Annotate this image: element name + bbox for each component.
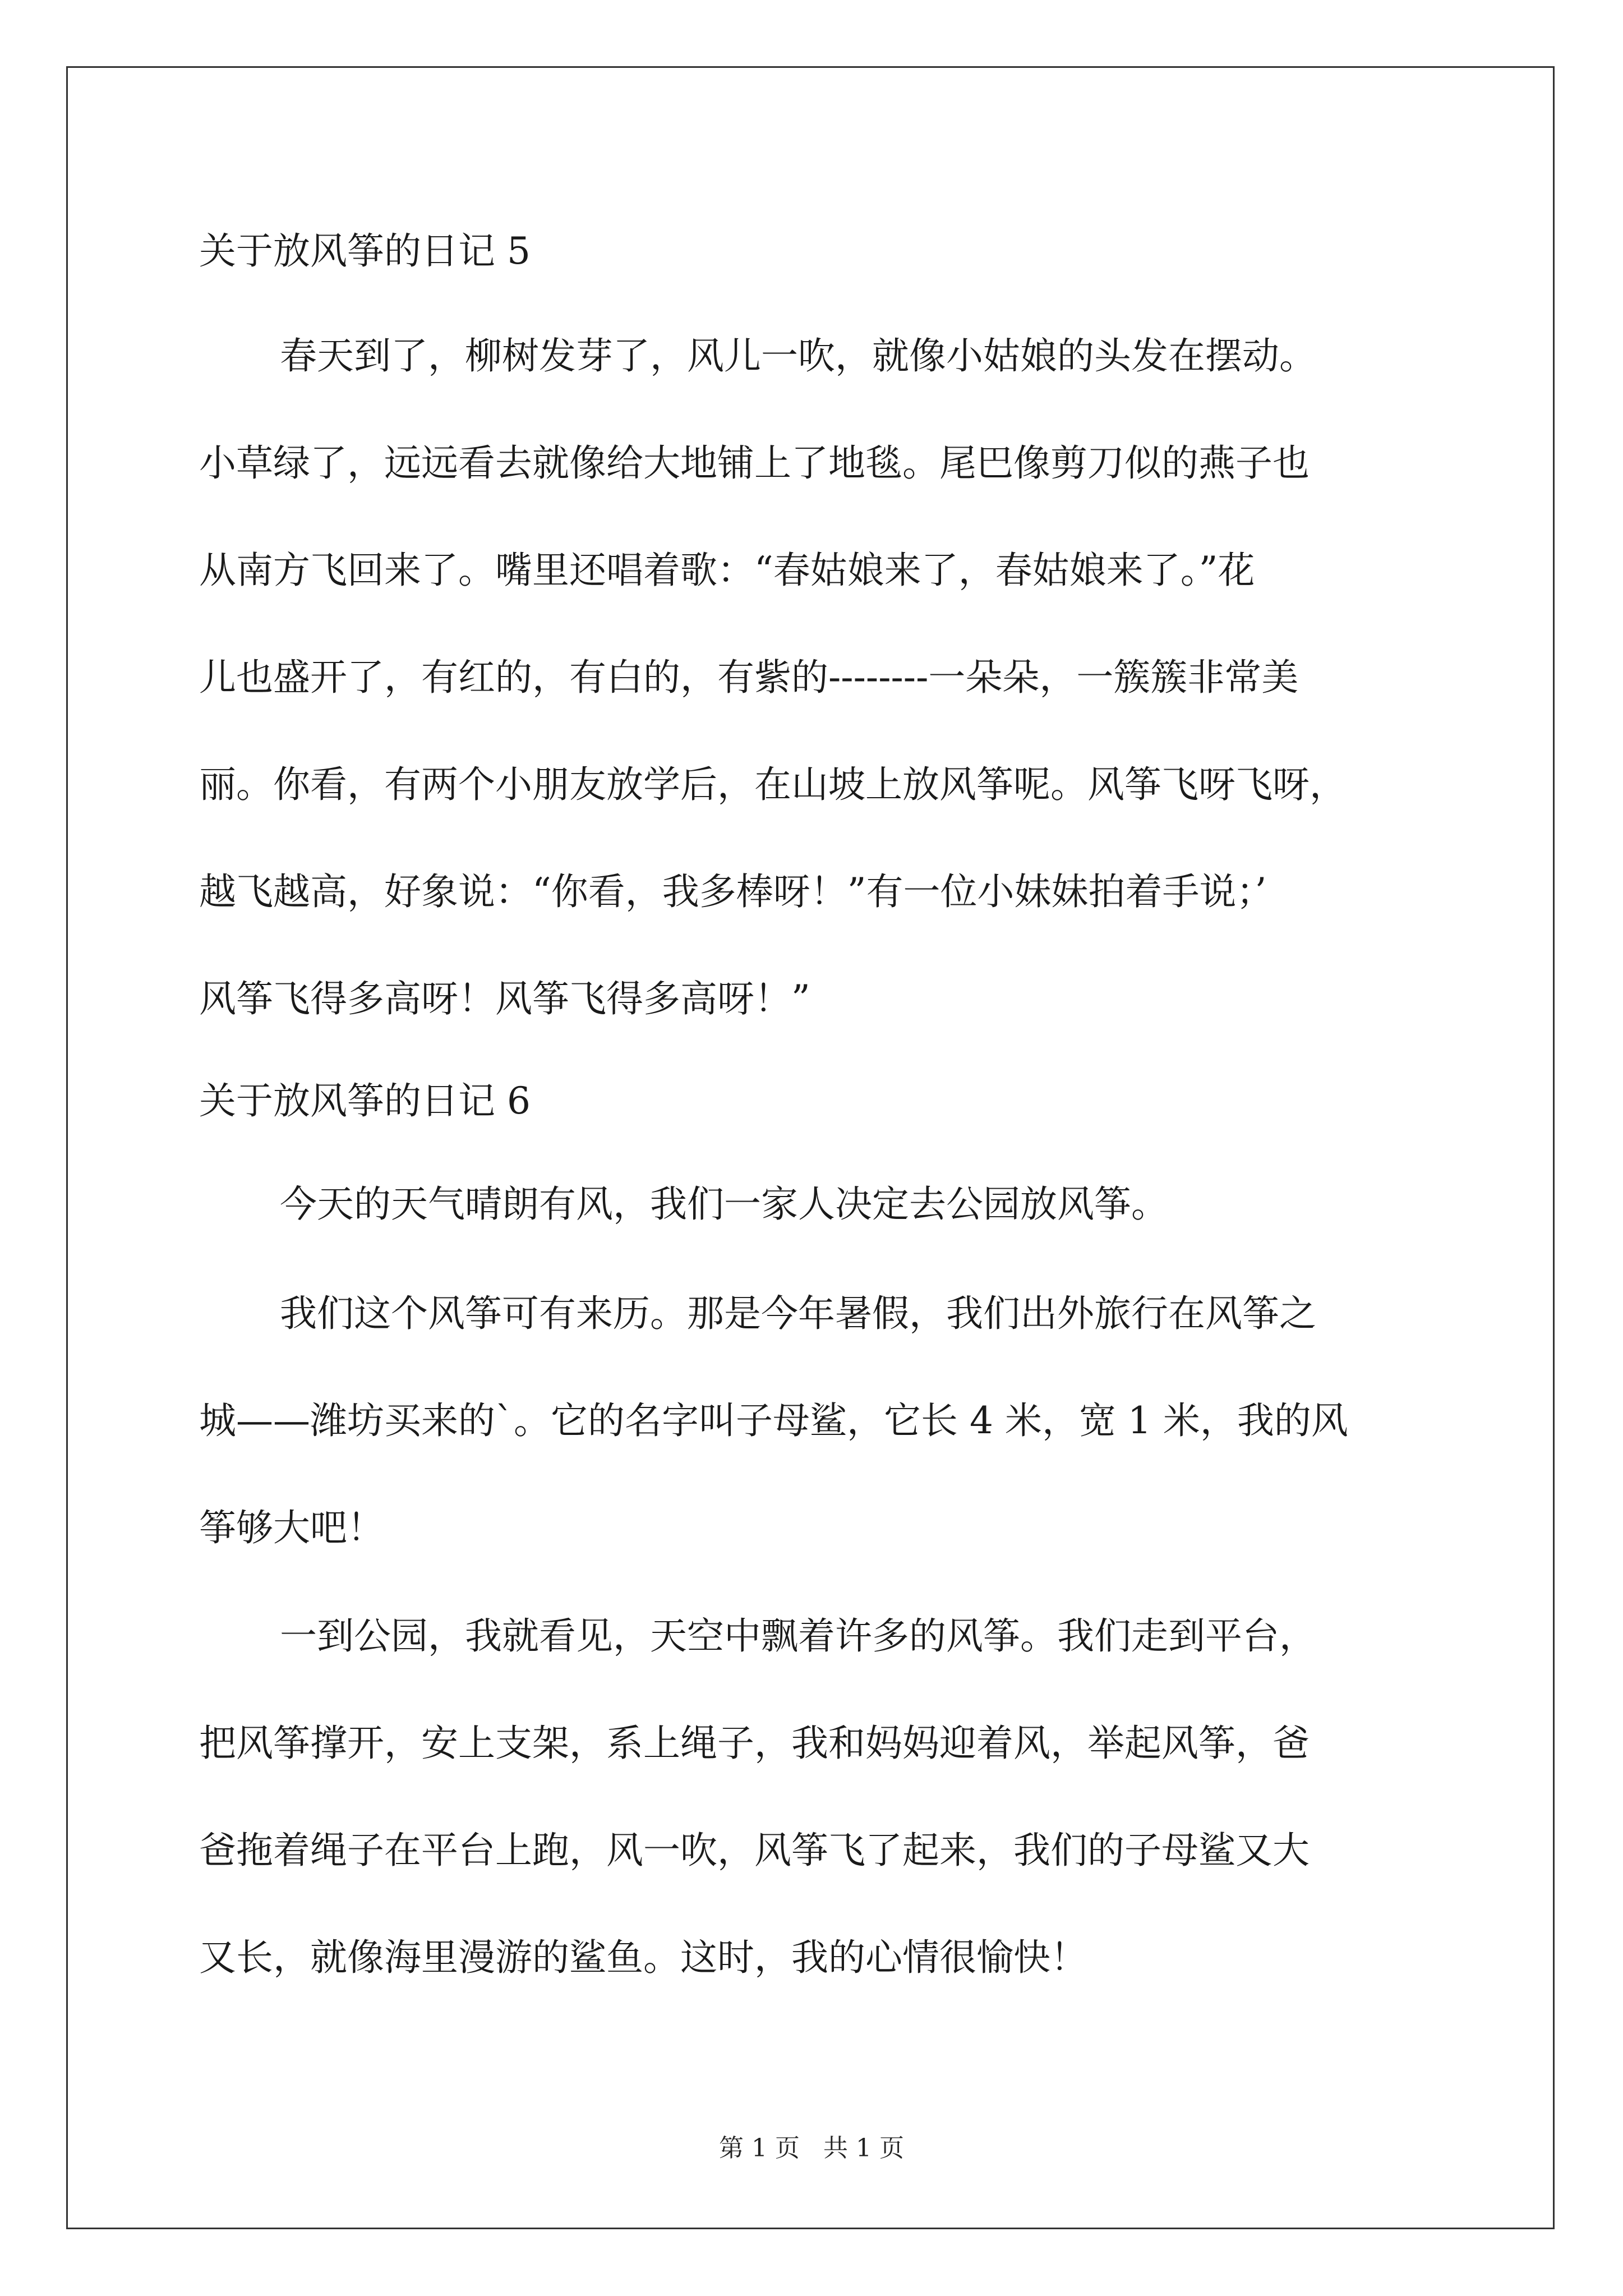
section-heading: 关于放风筝的日记 6	[199, 1079, 531, 1122]
paragraph-line: 筝够大吧！	[199, 1506, 384, 1549]
page-total: 共 1 页	[823, 2134, 904, 2162]
page-border	[66, 66, 1555, 2229]
paragraph-line: 爸拖着绳子在平台上跑，风一吹，风筝飞了起来，我们的子母鲨又大	[199, 1829, 1310, 1872]
page-footer	[0, 2132, 1623, 2165]
paragraph-line: 丽。你看，有两个小朋友放学后，在山坡上放风筝呢。风筝飞呀飞呀，	[199, 763, 1347, 806]
paragraph-line: 城——潍坊买来的`。它的名字叫子母鲨，它长 4 米，宽 1 米，我的风	[199, 1399, 1348, 1442]
paragraph-line: 风筝飞得多高呀！风筝飞得多高呀！”	[199, 977, 810, 1020]
paragraph-line: 越飞越高，好象说：“你看，我多棒呀！”有一位小妹妹拍着手说；’	[199, 870, 1267, 913]
paragraph-line: 从南方飞回来了。嘴里还唱着歌：“春姑娘来了，春姑娘来了。”花	[199, 549, 1255, 592]
paragraph-line: 小草绿了，远远看去就像给大地铺上了地毯。尾巴像剪刀似的燕子也	[199, 441, 1310, 485]
paragraph-line: 一到公园，我就看见，天空中飘着许多的风筝。我们走到平台，	[280, 1614, 1316, 1658]
page-number: 第 1 页	[719, 2134, 800, 2162]
paragraph-line: 儿也盛开了，有红的，有白的，有紫的--------一朵朵，一簇簇非常美	[199, 656, 1299, 699]
paragraph-line: 春天到了，柳树发芽了，风儿一吹，就像小姑娘的头发在摆动。	[280, 334, 1316, 378]
paragraph-line: 又长，就像海里漫游的鲨鱼。这时，我的心情很愉快！	[199, 1936, 1087, 1979]
paragraph-line: 我们这个风筝可有来历。那是今年暑假，我们出外旅行在风筝之	[280, 1292, 1316, 1335]
paragraph-line: 今天的天气晴朗有风，我们一家人决定去公园放风筝。	[280, 1182, 1168, 1226]
paragraph-line: 把风筝撑开，安上支架，系上绳子，我和妈妈迎着风，举起风筝，爸	[199, 1722, 1310, 1765]
section-heading: 关于放风筝的日记 5	[199, 229, 531, 273]
